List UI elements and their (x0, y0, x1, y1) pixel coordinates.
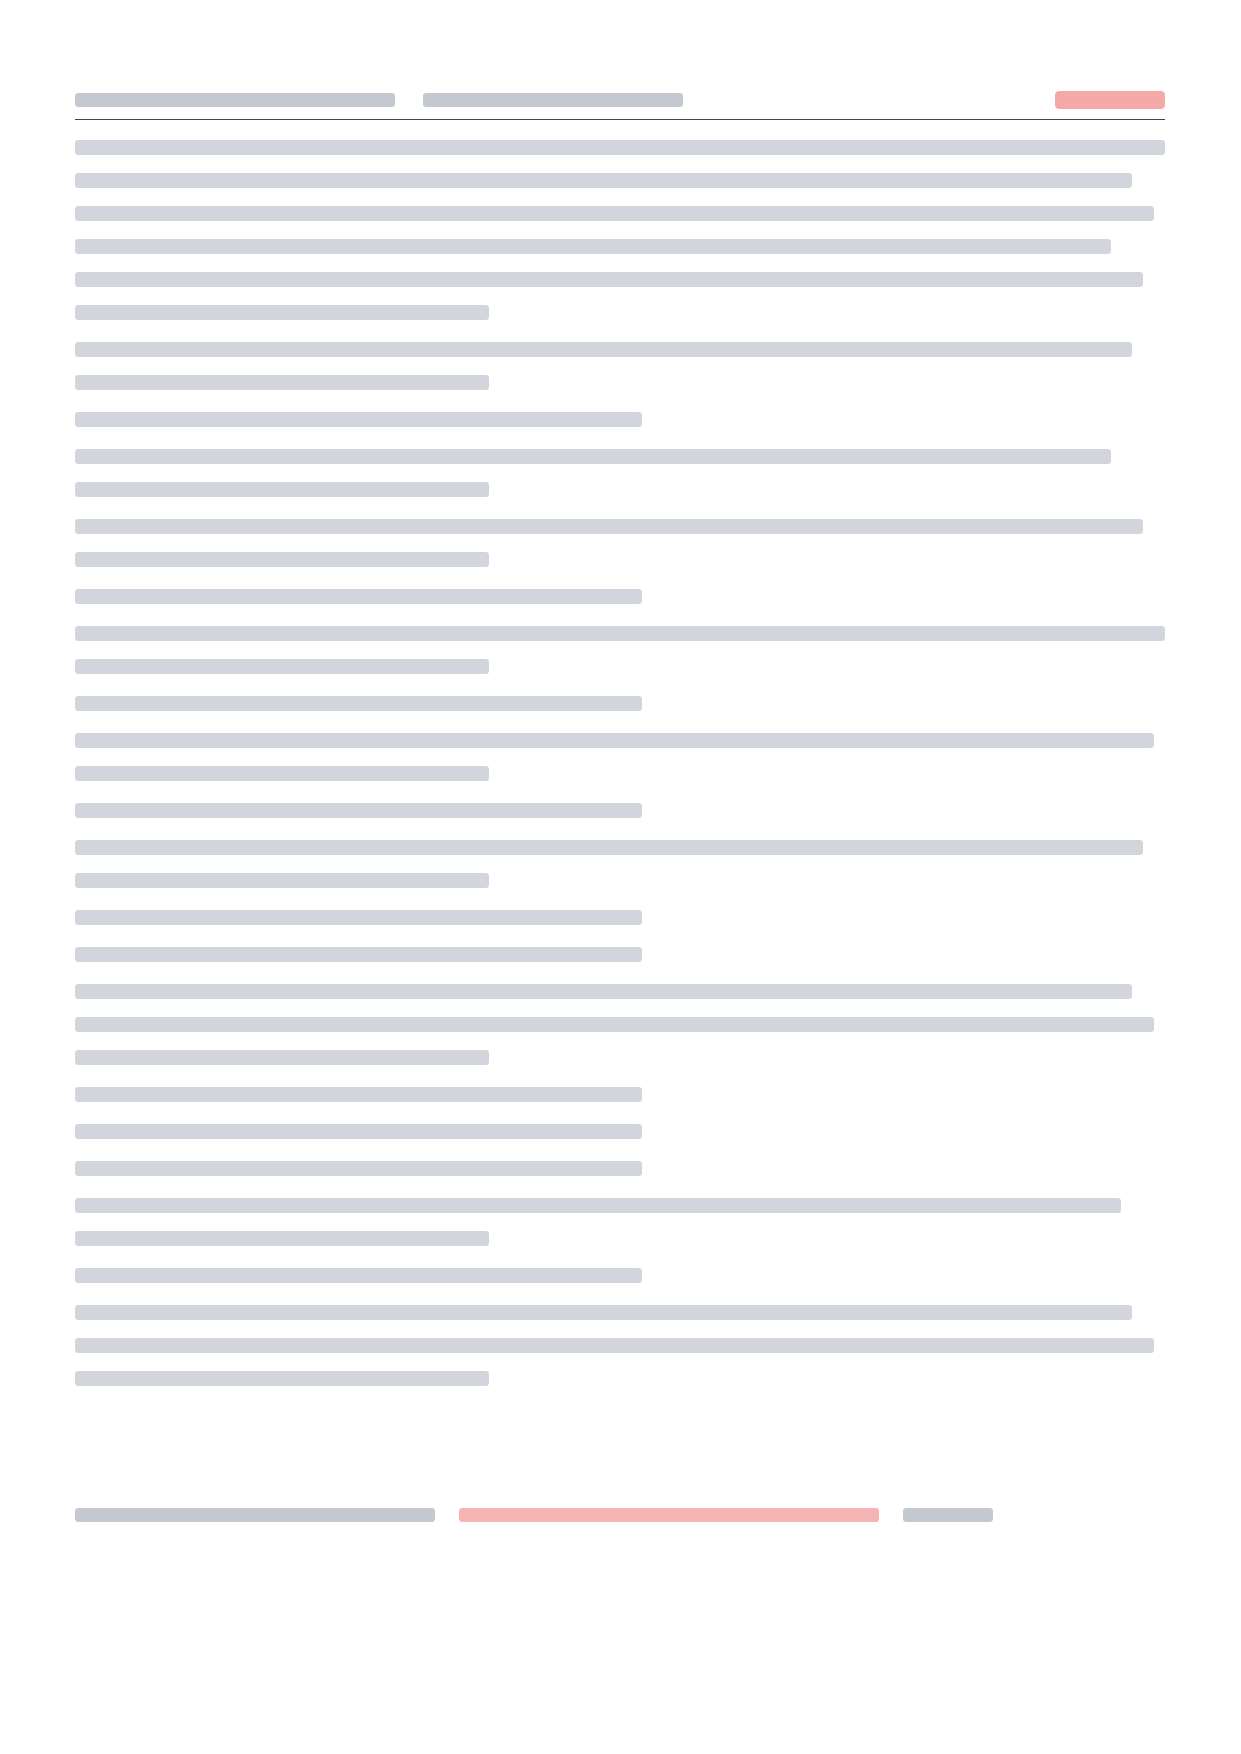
footer-block (903, 1508, 993, 1522)
footer-block (75, 1508, 435, 1522)
text-line (75, 733, 1154, 748)
paragraph (75, 412, 1165, 427)
paragraph (75, 984, 1165, 1065)
text-line (75, 552, 489, 567)
text-line (75, 1338, 1154, 1353)
page-footer (75, 1500, 1075, 1530)
text-line (75, 1050, 489, 1065)
text-line (75, 1231, 489, 1246)
paragraph (75, 840, 1165, 888)
text-line (75, 803, 642, 818)
header-block (423, 93, 683, 107)
text-line (75, 272, 1143, 287)
footer-block (459, 1508, 879, 1522)
paragraph (75, 1161, 1165, 1176)
paragraph (75, 947, 1165, 962)
text-line (75, 449, 1111, 464)
text-line (75, 1371, 489, 1386)
header-badge (1055, 91, 1165, 109)
page-header (75, 86, 1165, 120)
text-line (75, 1305, 1132, 1320)
paragraph (75, 1087, 1165, 1102)
paragraph (75, 910, 1165, 925)
text-line (75, 1124, 642, 1139)
text-line (75, 305, 489, 320)
paragraph (75, 803, 1165, 818)
text-line (75, 589, 642, 604)
text-line (75, 412, 642, 427)
text-line (75, 482, 489, 497)
text-line (75, 1017, 1154, 1032)
text-line (75, 696, 642, 711)
text-line (75, 1268, 642, 1283)
paragraph (75, 140, 1165, 320)
text-line (75, 910, 642, 925)
text-line (75, 1198, 1121, 1213)
text-line (75, 873, 489, 888)
paragraph (75, 449, 1165, 497)
text-line (75, 342, 1132, 357)
text-line (75, 947, 642, 962)
text-line (75, 519, 1143, 534)
paragraph (75, 342, 1165, 390)
paragraph (75, 696, 1165, 711)
text-line (75, 173, 1132, 188)
paragraph (75, 519, 1165, 567)
text-line (75, 375, 489, 390)
paragraph (75, 626, 1165, 674)
text-line (75, 840, 1143, 855)
document-body (75, 140, 1165, 1386)
text-line (75, 206, 1154, 221)
text-line (75, 626, 1165, 641)
paragraph (75, 589, 1165, 604)
text-line (75, 659, 489, 674)
header-block (75, 93, 395, 107)
text-line (75, 239, 1111, 254)
text-line (75, 1161, 642, 1176)
text-line (75, 766, 489, 781)
paragraph (75, 1268, 1165, 1283)
text-line (75, 984, 1132, 999)
paragraph (75, 1305, 1165, 1386)
paragraph (75, 733, 1165, 781)
paragraph (75, 1124, 1165, 1139)
text-line (75, 1087, 642, 1102)
paragraph (75, 1198, 1165, 1246)
text-line (75, 140, 1165, 155)
